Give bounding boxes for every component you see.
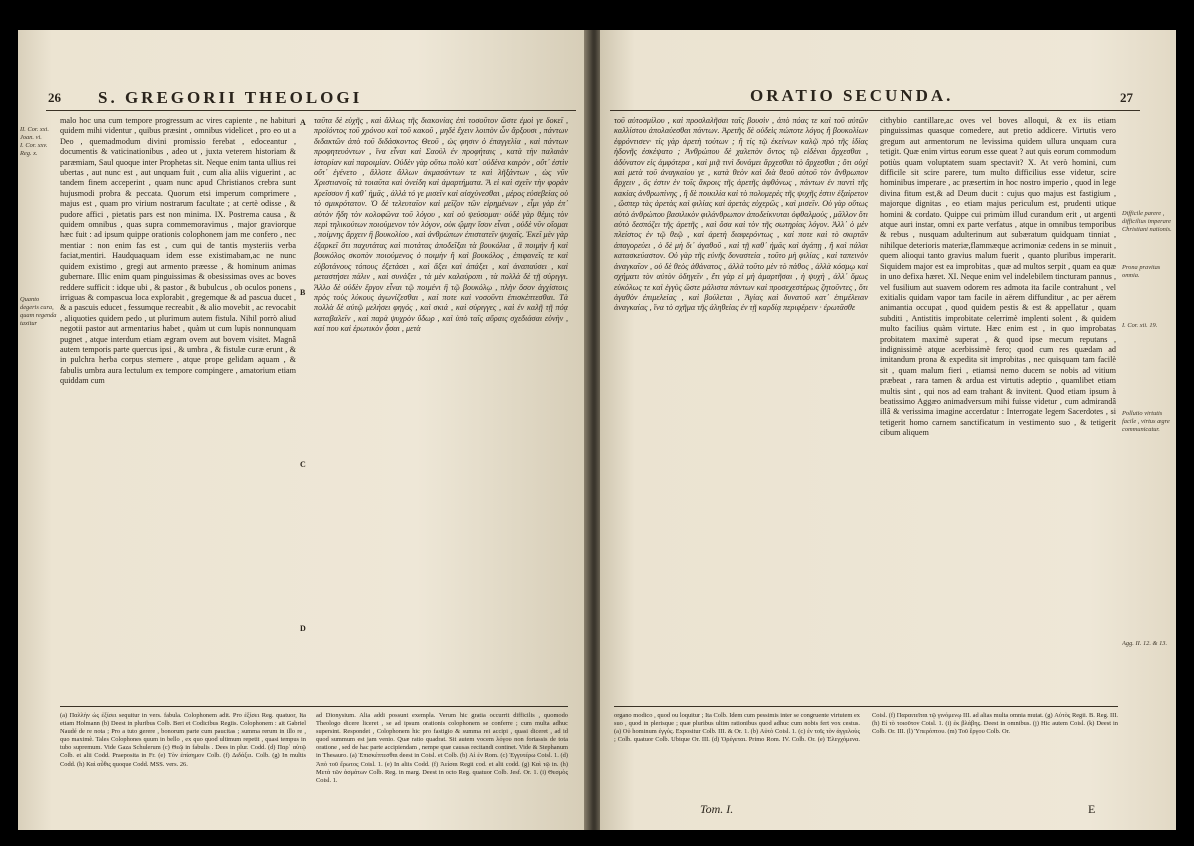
head-rule-right	[610, 110, 1140, 111]
footnotes-text-2: ad Dionysium. Alia addi possunt exempla. Verum hic gratia occurrit difficilis , quomodo Theologo dicere liceret , se ad ipsum orationis colophonem se conferre ; cum multa adhuc supersint. Respondet , Colophonem hic pro fastigio & summa rei accipi , quasi diceret , ad id quod summum est jam venio. Quæ ratio quadrat. Sit autem vocem λόγου non fortassis de tota oratione , sed de hac parte accipiendam , nempe quæ causas recitandi continet. Vide & Stephanum in Thesauro. (a) Ἐπισκέπτεσθαι deest in Coisl. et Colb. (b) Αἱ ἐν Rom. (c) Ἐγγυτέρω Coisl. 1. (d) Ἀπὸ τοῦ ἔρωτος Coisl. 1. (e) In aliis Codd. (f) Ἀείσαι Regii cod. et alii codd. (g) Καὶ τῷ in. (h) Μετὰ τῶν ἀσμάτων Colb. Reg. in marg. Deest in octo Reg. quatuor Colb. Jesf. Or. 1. (i) Θεσμὸς Coisl. 1.	[316, 712, 568, 784]
catchword: E	[1088, 802, 1096, 816]
footnotes-right-text: organo modico , quod ou loquitur ; Ita Colb. Idem cum pessimis inter se congruente virtutem ex suo , quod in plerisque ; quæ pluribus ultim rationibus quod adhuc cum nobis fert vox cestus. (a) Οὐ hominum ἐγγύς. Expositur Colb. III. & Or. 1. (b) Αὐτὸ Coisl. 1. (c) ἐν τοῖς τὸν ἀγγελοὺς ; Colb. quatuor Colb. Ubique Or. III. (d) Ὁρέγεται. Primo Rom. IV. Colb. Or. (e) Ἐλεγχόμενα. Coisl. (f) Παραιτεῖται τῷ γινόμενῳ III. ad alias multa omnia mutat. (g) Αὐτὸς Regii. B. Reg. III. (h) Εἰ τὸ τοιοῦτον Coisl. 1. (i) ἐκ βλάβης. Deest in omnibus. (j) Hic autem Coisl. (k) Deest in Colb. Or. III. (l) Ὑπερόπτου. (m) Τοῦ ἔργου Colb. Or.	[614, 712, 1118, 744]
margin-letter-b: B	[300, 288, 306, 297]
page-number-left: 26	[48, 90, 61, 105]
running-head-left: S. GREGORII THEOLOGI	[98, 88, 363, 107]
side-note: I. Cor. xxv.	[20, 142, 48, 149]
footnotes-right	[614, 712, 1118, 796]
side-note: II. Cor. xxi.	[20, 126, 49, 133]
greek-column-left	[314, 116, 568, 700]
margin-letter-c: C	[300, 460, 306, 469]
latin-text: malo hoc una cum tempore progressum ac vires capiente , ne habituri quidem mihi videntur , quibus præsint , omnibus videlicet , pro eo ut a Deo , quemadmodum divini promissio ferebat , edoceantur , documentis & vaticinationibus , adeo ut , juxta veterem historiam & paræmiam, Saul quoque inter Prophetas sit. Neque enim tanta ullius rei ubertas , aut nunc est , aut unquam fuit , cum alia aliis viguerint , ac tandem finem acceperint , quam nunc apud Christianos crebra sunt hujusmodi probra & peccata. Quorum etsi imperum comprimere , majus est , quam pro virium nostrarum facultate ; at certè odisse , & pudore affici , pietatis pars est non minima. IX. Postrema causa , & quidem omnibus , quas supra commemoravimus , major graviorque hæc fuit : ad ipsum quippe orationis colophonem jam me confero , nec mentiar : non enim fas est , cum qui de tantis mysteriis verba faciat,mentiri. Haudquaquam idem esse existimabam,ac ne nunc quidem existimo , gregi aut armento præesse , & hominum animas gubernare. Illic enim quam pinguissimas & obesissimas oves ac boves reddere sufficit : idque ubi , & pastor , & bubulcus , ob oculos ponens , irriguas & compascua loca explorabit , gregemque & ad pascua ducet , & a pascuis educet , fessumque recreabit , & alio movebit , ac revocabit , aliquoties quidem pedo , ut plurimum autem fistula. Nihil porrò aliud negotii pastor aut armentarius habet , quàm ut cum lupis nonnunquam pugnet , atque interdum etiam ægram ovem aut bovem visitet. Magnâ autem temporis parte quercus ipsi , & umbra , & fistulæ curæ erunt , & in pulchra herba corpus sternere , atque prope gelidam aquam , & fabulis umbra aura lectulum ex tempore compingere , amatorium etiam quiddam cum	[60, 116, 296, 386]
footnotes-left	[60, 712, 306, 824]
footnotes-left-col2	[316, 712, 568, 824]
side-note: Reg. x.	[20, 150, 38, 157]
side-note-right-4: Pollutio virtutis facile , virtus ægre communicatur.	[1122, 410, 1170, 433]
notes-rule-left	[60, 706, 568, 707]
notes-rule-right	[614, 706, 1118, 707]
side-notes-left	[20, 126, 58, 236]
head-rule-left	[46, 110, 576, 111]
side-note: Joan. vi.	[20, 134, 42, 141]
greek-column-right	[614, 116, 868, 700]
margin-letter-d: D	[300, 624, 306, 633]
book-spread	[18, 30, 1176, 830]
running-head-right: ORATIO SECUNDA.	[750, 86, 954, 105]
side-note-right-3: I. Cor. xii. 19.	[1122, 322, 1158, 329]
right-page	[600, 30, 1176, 830]
latin-text-right: cithybio cantillare,ac oves vel boves alloqui, & ex iis etiam pinguissimas quasque comedere, aut pretio addicere. Virtutis vero gregum aut armentorum ne levissima quidem ullura unquam cura tetigit. Quæ enim virtus eorum esse queat ? aut quis eorum commodum potiùs quam voluptatem suam spectavit? X. At verò homini, cum difficile sit scire parere, tum multo difficilius esse videtur, scire hominibus imperare , ac præsertim in hoc nostro imperio , quod in lege divina fitum est,& ad Deum ducit : cujus quo majus est fastigium , majorque dignitas , eo etiam majus periculum est, prudenti utique homini & cordato. Quippe cui primùm illud curandum erit , ut argenti atque auri instar, omni ex parte verfatus , atque in omnibus temporibus & rebus , nusquam adulterinum aut subæratum quidquam tinniat , nihilque deterioris materiæ,flammæque acrimoniæ cedens in se minuit , quem alioqui tanto gravius malum fuerit , quanto pluribus imperarit. Siquidem major est ea improbitas , quæ ad multos serpit , quam ea quæ in uno defixa hæret. XI. Neque enim vel indelebilem tincturam pannus , vel fusilium aut suavem odorem res admota ita facile contrahunt , vel exitialis quidam vapor tam facile in aërem diffunditur , ac per aërem animantia occupat , quod quidem pestis & est & appellatur , quam subditi , Antistitis improbitate celerrimè implenti solent , & quidem multo facilius quàm virtute. Hæc enim est , in quo improbatas probitatem maximè superat , & quod ipse mecum reputans , indignissimè atque acerbissimè fero; quod cum res quædam ad imitandum prona & expedita sit improbitas , nec quisquam tam facilè sit , quam malum fieri , etiamsi nemo ducem se nobis ad vitium præbeat , rara tamen & ardua est virtutis adeptio , quamlibet etiam multis sint , qui nos ad eam trahant & invitent. Quod etiam ipsum à beatissimo Aggæo animadversum mihi fuisse videtur , cum admirandâ illâ & verissima imagine accerdatur : Interrogate legem Sacerdotes , si tetigerit homo carnem sanctificatum in vestimento suo , & tetigerit cibum aliquem	[880, 116, 1116, 438]
left-page	[18, 30, 588, 830]
side-note-right-5: Agg. II. 12. & 13.	[1122, 640, 1168, 647]
greek-text-right: τοῦ αὐτοσμίλου , καὶ προσλαλῆσαι ταῖς βουσὶν , ἀπὸ πόας τε καὶ τοῦ αὐτῶν καλλίστου ἀπολαύεσθαι πάντων. Ἀρετῆς δὲ οὐδεὶς πώποτε λόγος ἢ βουκολίων ἐφρόντισεν· τίς γὰρ ἀρετὴ τούτων ; ἢ τίς τῷ ἐκείνων καλῷ πρὸ τῆς ἰδίας ἡδονῆς ἐσκέψατο ; Ἀνθρώπου δὲ χαλεπὸν ὄντος τῷ εἰδέναι ἄρχεσθαι , ἀδύνατον εἰς ἀμφότερα , καὶ μιᾷ τινὶ δυνάμει ἄρχεσθαι τὸ ἄρχεσθαι ; ὅτι οὐχὶ καὶ μετὰ τοῦ ἀναγκαίου γε , κατὰ θεὸν καὶ διὰ θεοῦ αὐτοῦ τὸν ἄνθρωπον ἄρχειν , ὃς ἐστιν ἐν τοῖς ἄκροις τῆς ἀρετῆς ἀφθόνως , πάντων ἐν παντὶ τῆς κακίας ἀνθρωπίνης , ἢ δὲ ποικιλία καὶ τὸ πολυμερὲς τῆς ψυχῆς ἐστιν ἐξαίρετον , ὥσπερ τὰς ἀρετὰς καὶ φιλίας καὶ ἀρετὰς εὐχερῶς , καὶ μισεῖν. Οὐ γὰρ οὕτως αὐτὸ ἀνθρώπου βασιλικὸν φιλάνθρωπον ἀποδείκνυται ὀφθαλμούς , μᾶλλον ὅτι αὐτὸ δεσπόζει τῆς ἀρετῆς , καὶ ὅσα καὶ τὸν τῆς σωτηρίας λόγον. Ἀλλ᾽ ὁ μὲν πλείστος ἐν τῷ θεῷ , καὶ ἀρετὴ διαφερόντως , καί ποτε καὶ τὸ σκιρτᾶν ἀπαγορεύει , ὁ δὲ μὴ δι᾽ ἀγαθοῦ , καὶ τῇ καθ᾽ ἡμᾶς καὶ ἀγάπῃ , ἢ καὶ πάλαι κατασκεύαστον. Οὐ γὰρ τῆς εὐνῆς δυναστεία , τοῦτο μὴ φιλίας , καὶ ταπεινὸν ἀναγκαῖον , οὐ δὲ θεὸς ἀθάνατος , ἀλλὰ τοῦτο μὲν τὸ πάθος , ἀλλὰ κόσμῳ καὶ σχήματι τὸν αὐτὸν ὁδηγεῖν , ἔτι γὰρ εἰ μὴ ἁμαρτῆσαι , ἡ ψυχὴ , ἀλλ᾽ ὅμως εὐκόλως τε καὶ ἐγγὺς ὥστε μάλιστα πάντων καὶ προσεχεστέρως ζητοῦντες , ὅτι ἀγαθὸν ἐπιμελείας , καὶ βούλεται , Ἀγίας καὶ δυνατοῦ κατ᾽ ἐπιμέλειαν ἀναγκαίας , ἵνα τὸ σχῆμα τῆς ἀληθείας ἐν τῇ καρδίᾳ περιφέρειν · ἐρωτᾶσθε	[614, 116, 868, 313]
signature-mark: Tom. I.	[700, 802, 734, 816]
side-note-quanto: Quanto degeris cura, quam regenda taxitur	[20, 296, 57, 327]
page-number-right: 27	[1120, 90, 1133, 105]
margin-letter-a: A	[300, 118, 306, 127]
greek-text: ταῦτα δὲ εὐχῆς , καὶ ἄλλως τῆς διακονίας ἐπὶ τοσοῦτον ὥστε ἐμοὶ γε δοκεῖ , προϊόντος τοῦ χρόνου καὶ τοῦ κακοῦ , μηδὲ ἔχειν λοιπὸν ὧν ἄρξουσι , πάντων διδακτῶν ἀπὸ τοῦ διδάσκοντος Θεοῦ , ὡς φησιν ὁ ἐπαγγελία , καὶ πάντων προφητευόντων , ἵνα εἶναι καὶ Σαοὺλ ἐν προφήταις , κατὰ τὴν παλαιὰν ἱστορίαν καὶ παροιμίαν. Οὐδὲν γὰρ οὕτω πολὺ κατ᾽ οὐδένα καιρὸν , οὔτ᾽ ἐστὶν οὔτ᾽ ἐγένετο , ἄλλοτε ἄλλων ἀκμασάντων τε καὶ λῆξάντων , ὡς νῦν Χριστιανοῖς τὰ τοιαῦτα καὶ ὀνείδη καὶ ἁμαρτήματα. Ἃ εἰ καὶ σχεῖν τὴν φορὰν κρεῖσσον ἢ καθ᾽ ἡμᾶς , ἀλλά τό γε μισεῖν καὶ αἰσχύνεσθαι , μέρος εὐσεβείας οὐ τὸ σμικρότατον. Ὁ δὲ τελευταῖον καὶ μεῖζον τῶν εἰρημένων , εἶμι γὰρ ἐπ᾽ αὐτὸν ἤδη τὸν κολοφῶνα τοῦ λόγου , καὶ οὐ ψεύσομαι· οὐδὲ γὰρ θέμις τὸν περὶ τηλικούτων ποιούμενον τὸν λόγον, οὐκ ᾤμην ἴσον εἶναι , οὐδὲ νῦν οἴομαι , ποίμνης ἄρχειν ἢ βουκολίου , καὶ ἀνθρώπων ἐπιστατεῖν ψυχαῖς. Ἐκεῖ μὲν γὰρ ἐξαρκεῖ ὅτι παχυτάτας καὶ πιοτάτας ἀποδεῖξαι τὰ βουκόλια , ἃ ποιμὴν ἢ καὶ βουκόλος σκοπὸν ποιούμενος ὁ ποιμὴν ἢ καὶ βουκόλος , ἐπιφανεῖς τε καὶ εὐβοτάνους τόπους ἐξετάσει , καὶ ἄξει καὶ ἀπάξει , καὶ ἀναπαύσει , καὶ μεταστήσει πάλιν , καὶ συνάξει , τὰ μὲν καλαύροπι , τὰ πολλὰ δὲ τῇ σύριγγι. Ἄλλο δὲ οὐδὲν ἔργον εἶναι τῷ ποιμένι ἢ τῷ βουκόλῳ , πλὴν ὅσον ἀγχίστοις πρὸς τοὺς λύκους ἀγωνίζεσθαι , καί ποτε καὶ νοσοῦντι ἐπισκέπτεσθαι. Τὰ πολλὰ δὲ αὐτῷ μελήσει φηγός , καὶ σκιά , καὶ σύριγγες , καὶ ἐν καλῇ τῇ πόᾳ καταβαλεῖν , καὶ παρὰ ψυχρὸν ὕδωρ , καὶ ὑπὸ ταῖς αὔραις σχεδιάσαι εὐνὴν , καί που καὶ ἐρωτικὸν ᾆσαι , μετὰ	[314, 116, 568, 334]
latin-column-right	[880, 116, 1116, 700]
latin-column-left	[60, 116, 296, 700]
footnotes-text: (a) Παλλὴν ὡς ἐξίσει sequitur in vers. fabula. Colophonem adit. Pro ἐξίσει Reg. quatuor, Ita etiam Holmann (b) Deest in pluribus Colb. Beri et Codicibus Regiis. Colophonem : ait Gabriel Naudé de re nota ; Pro a tuto gerere , bonorum parte cum paucitas ; summa rerum in illo re , quo maximè. Tales Colophones quum in bello , ex quo quod ultimum repetit , quasi tempus in tubo supremum. Vide Gaza Schulerum (c) Θεῷ in fabulis . Dees in plur. Codd. (d) Παρ᾽ αὐτῷ Colb. et alii Codd. Praeposita in Fr. (e) Τὸν ἐπίσημον Colb. (f) Διδάξει. Colb. (g) In multis Codd. (h) Καὶ αὖθις quoque Codd. MSS. vers. 26.	[60, 712, 306, 768]
side-note-right-2: Prona pravitas omnia.	[1122, 264, 1161, 279]
side-note-right-1: Difficile parere , difficilius imperare Christiani nationis.	[1122, 210, 1172, 233]
